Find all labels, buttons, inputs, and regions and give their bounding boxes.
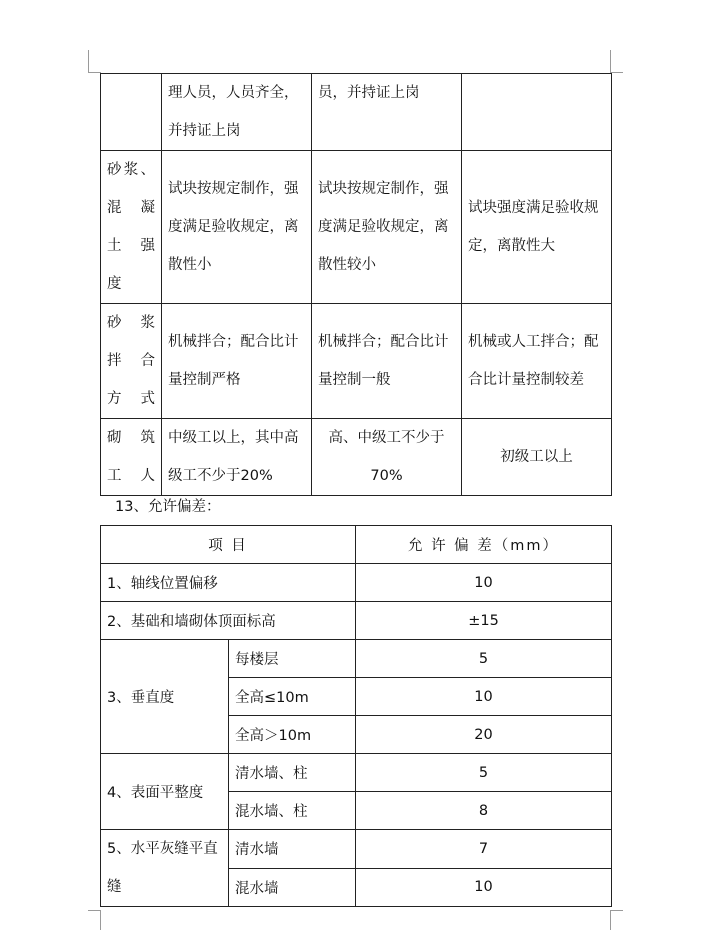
table-row <box>101 754 612 792</box>
tolerance-value: ±15 <box>356 602 612 640</box>
sub-item-label: 混水墙 <box>229 868 356 907</box>
table-cell: 机械拌合；配合比计量控制一般 <box>312 304 462 419</box>
sub-item-label: 全高≤10m <box>229 678 356 716</box>
table-row <box>101 419 612 496</box>
table-row <box>101 564 612 602</box>
tolerance-table <box>100 525 612 907</box>
table-cell: 试块按规定制作，强度满足验收规定，离散性小 <box>162 151 312 304</box>
item-label: 5、水平灰缝平直缝 <box>101 830 229 907</box>
table-cell: 员，并持证上岗 <box>312 74 462 151</box>
row-header: 砂 浆 拌 合 方式 <box>101 304 162 419</box>
tolerance-value: 5 <box>356 640 612 678</box>
row-header <box>101 74 162 151</box>
table-row <box>101 304 612 419</box>
table-cell: 高、中级工不少于70% <box>312 419 462 496</box>
table-cell <box>462 74 612 151</box>
sub-item-label: 清水墙、柱 <box>229 754 356 792</box>
tolerance-value: 7 <box>356 830 612 869</box>
tolerance-value: 10 <box>356 678 612 716</box>
tolerance-value: 8 <box>356 792 612 830</box>
item-label: 2、基础和墙砌体顶面标高 <box>101 602 356 640</box>
crop-mark <box>610 910 611 930</box>
table-row <box>101 602 612 640</box>
crop-mark <box>610 910 623 911</box>
table-cell: 初级工以上 <box>462 419 612 496</box>
row-header: 砂浆、混 凝 土 强 度 <box>101 151 162 304</box>
table-cell: 机械或人工拌合；配合比计量控制较差 <box>462 304 612 419</box>
tolerance-value: 10 <box>356 564 612 602</box>
table-cell: 试块强度满足验收规定，离散性大 <box>462 151 612 304</box>
sub-item-label: 每楼层 <box>229 640 356 678</box>
crop-mark <box>88 50 89 72</box>
table-cell: 机械拌合；配合比计量控制严格 <box>162 304 312 419</box>
item-label: 1、轴线位置偏移 <box>101 564 356 602</box>
item-label: 4、表面平整度 <box>101 754 229 830</box>
table-cell: 理人员，人员齐全，并持证上岗 <box>162 74 312 151</box>
table-cell: 试块按规定制作，强度满足验收规定，离散性较小 <box>312 151 462 304</box>
table-header-row <box>101 526 612 564</box>
table-row <box>101 830 612 869</box>
table-row <box>101 640 612 678</box>
item-label: 3、垂直度 <box>101 640 229 754</box>
tolerance-value: 5 <box>356 754 612 792</box>
grade-comparison-table <box>100 73 612 496</box>
table-cell: 中级工以上，其中高级工不少于20% <box>162 419 312 496</box>
sub-item-label: 混水墙、柱 <box>229 792 356 830</box>
crop-mark <box>610 50 611 72</box>
table-row <box>101 74 612 151</box>
row-header: 砌 筑 工人 <box>101 419 162 496</box>
crop-mark <box>100 910 101 930</box>
tolerance-value: 10 <box>356 868 612 907</box>
tolerance-value: 20 <box>356 716 612 754</box>
sub-item-label: 清水墙 <box>229 830 356 869</box>
header-value: 允 许 偏 差（mm） <box>356 526 612 564</box>
table-row <box>101 151 612 304</box>
header-item: 项 目 <box>101 526 356 564</box>
sub-item-label: 全高＞10m <box>229 716 356 754</box>
section-title: 13、允许偏差： <box>115 499 221 515</box>
